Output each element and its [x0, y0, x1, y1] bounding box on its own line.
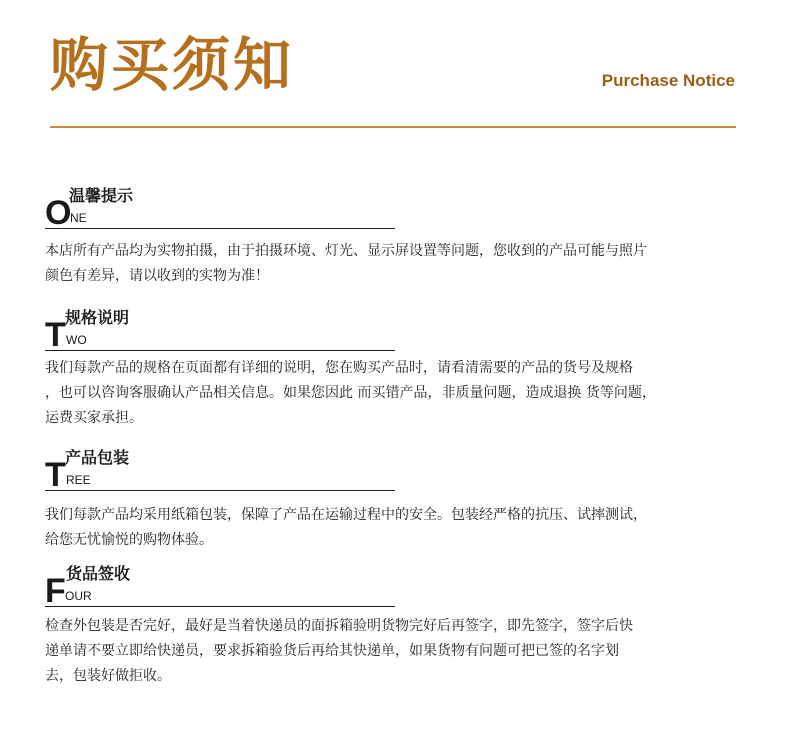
section-body: 我们每款产品均采用纸箱包装，保障了产品在运输过程中的安全。包装经严格的抗压、试摔测试， 给您无忧愉悦的购物体验。: [45, 507, 647, 548]
page-title: 购买须知: [50, 31, 295, 99]
section-title: 规格说明: [65, 308, 130, 327]
section-title: 产品包装: [65, 448, 130, 467]
section-letter: T: [45, 316, 66, 354]
section-body: 我们每款产品的规格在页面都有详细的说明，您在购买产品时，请看清需要的产品的货号及规格 ，也可以咨询客服确认产品相关信息。如果您因此 而买错产品，非质量问题，造成退换 货等问题， 运费买家承担。: [45, 360, 656, 426]
section-letter: O: [45, 194, 72, 232]
section-number-word: NE: [70, 211, 87, 225]
section-body: 检查外包装是否完好，最好是当着快递员的面拆箱验明货物完好后再签字，即先签字，签字后快 递单请不要立即给快递员，要求拆箱验货后再给其快递单，如果货物有问题可把已签的名字划 去，包装好做拒收。: [45, 618, 633, 684]
section-body: 本店所有产品均为实物拍摄，由于拍摄环境、灯光、显示屏设置等问题，您收到的产品可能与照片 颜色有差异，请以收到的实物为准！: [45, 243, 647, 284]
section-title: 温馨提示: [69, 186, 134, 205]
section-number-word: OUR: [65, 589, 92, 603]
section-number-word: WO: [66, 333, 87, 347]
section-heading: [45, 446, 395, 494]
section-title: 货品签收: [66, 564, 131, 583]
section-number-word: REE: [66, 473, 91, 487]
header-divider: [50, 126, 736, 128]
section-heading: [45, 562, 395, 610]
page-subtitle: Purchase Notice: [601, 71, 735, 90]
section-heading: [45, 184, 395, 232]
section-heading: [45, 306, 395, 354]
section-letter: T: [45, 456, 66, 494]
section-letter: F: [45, 572, 66, 610]
